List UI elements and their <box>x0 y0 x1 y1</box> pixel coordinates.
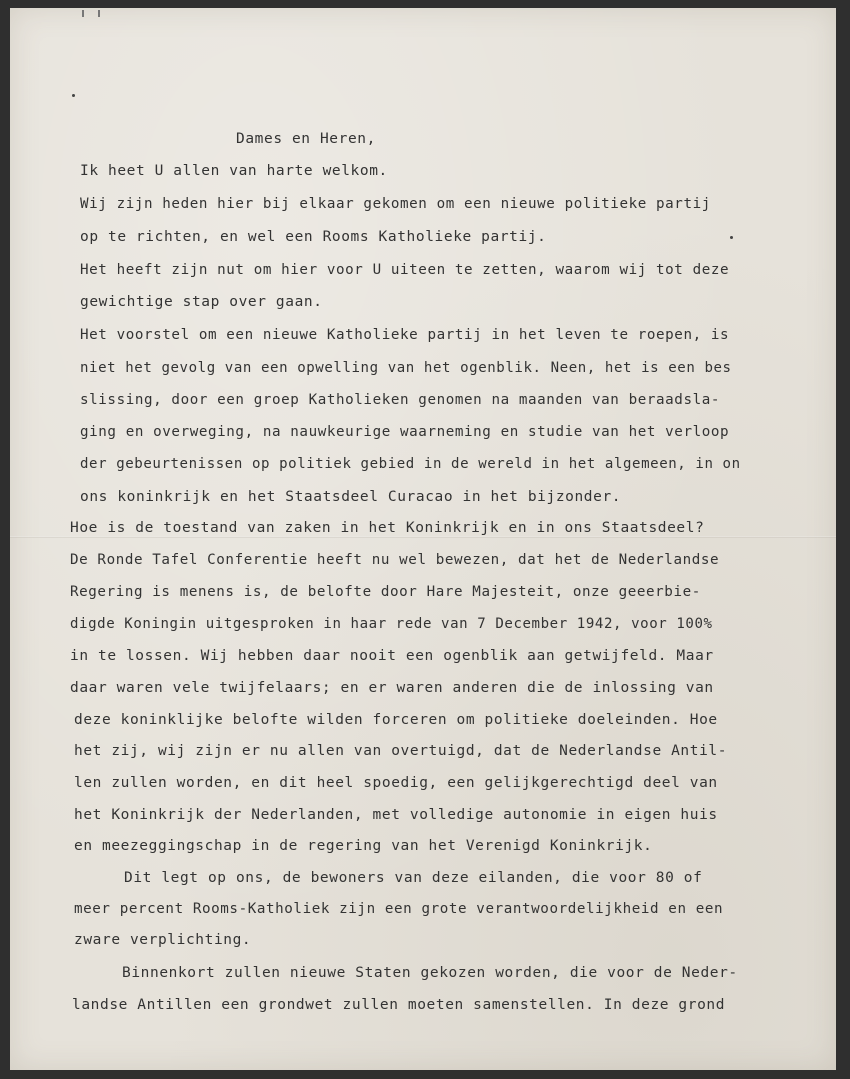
text-line: digde Koningin uitgesproken in haar rede van 7 December 1942, voor 100% <box>70 616 713 632</box>
text-line: Het voorstel om een nieuwe Katholieke partij in het leven te roepen, is <box>80 327 730 343</box>
punch-mark <box>82 10 84 17</box>
text-line: deze koninklijke belofte wilden forceren om politieke doeleinden. Hoe <box>74 712 718 728</box>
text-line: op te richten, en wel een Rooms Katholieke partij. <box>80 229 547 245</box>
ink-speck <box>72 94 75 97</box>
text-line: het zij, wij zijn er nu allen van overtuigd, dat de Nederlandse Antil- <box>74 743 728 759</box>
text-line: in te lossen. Wij hebben daar nooit een ogenblik aan getwijfeld. Maar <box>70 648 714 664</box>
typewritten-page <box>10 8 836 1070</box>
text-line: slissing, door een groep Katholieken genomen na maanden van beraadsla- <box>80 392 721 408</box>
text-line: en meezeggingschap in de regering van het Verenigd Koninkrijk. <box>74 838 653 854</box>
text-line: Hoe is de toestand van zaken in het Koninkrijk en in ons Staatsdeel? <box>70 520 705 536</box>
text-line: landse Antillen een grondwet zullen moeten samenstellen. In deze grond <box>72 997 726 1013</box>
text-line: ging en overweging, na nauwkeurige waarneming en studie van het verloop <box>80 424 730 440</box>
text-line: gewichtige stap over gaan. <box>80 294 323 310</box>
text-line: Binnenkort zullen nieuwe Staten gekozen worden, die voor de Neder- <box>122 965 738 981</box>
text-line: Ik heet U allen van harte welkom. <box>80 163 388 179</box>
text-line: Dit legt op ons, de bewoners van deze eilanden, die voor 80 of <box>124 870 703 886</box>
text-line: der gebeurtenissen op politiek gebied in de wereld in het algemeen, in on <box>80 456 741 472</box>
text-line: zware verplichting. <box>74 932 252 948</box>
text-line: niet het gevolg van een opwelling van het ogenblik. Neen, het is een bes <box>80 360 732 376</box>
text-line: Regering is menens is, de belofte door Hare Majesteit, onze geeerbie- <box>70 584 701 600</box>
text-line: meer percent Rooms-Katholiek zijn een grote verantwoordelijkheid en een <box>74 901 724 917</box>
text-line: De Ronde Tafel Conferentie heeft nu wel bewezen, dat het de Nederlandse <box>70 552 720 568</box>
ink-speck <box>730 236 733 239</box>
text-line: ons koninkrijk en het Staatsdeel Curacao in het bijzonder. <box>80 489 622 505</box>
text-line: Wij zijn heden hier bij elkaar gekomen om een nieuwe politieke partij <box>80 196 711 212</box>
salutation: Dames en Heren, <box>236 131 376 147</box>
text-line: daar waren vele twijfelaars; en er waren anderen die de inlossing van <box>70 680 714 696</box>
punch-mark <box>98 10 100 17</box>
text-line: het Koninkrijk der Nederlanden, met volledige autonomie in eigen huis <box>74 807 718 823</box>
text-line: Het heeft zijn nut om hier voor U uiteen te zetten, waarom wij tot deze <box>80 262 730 278</box>
text-line: len zullen worden, en dit heel spoedig, een gelijkgerechtigd deel van <box>74 775 718 791</box>
